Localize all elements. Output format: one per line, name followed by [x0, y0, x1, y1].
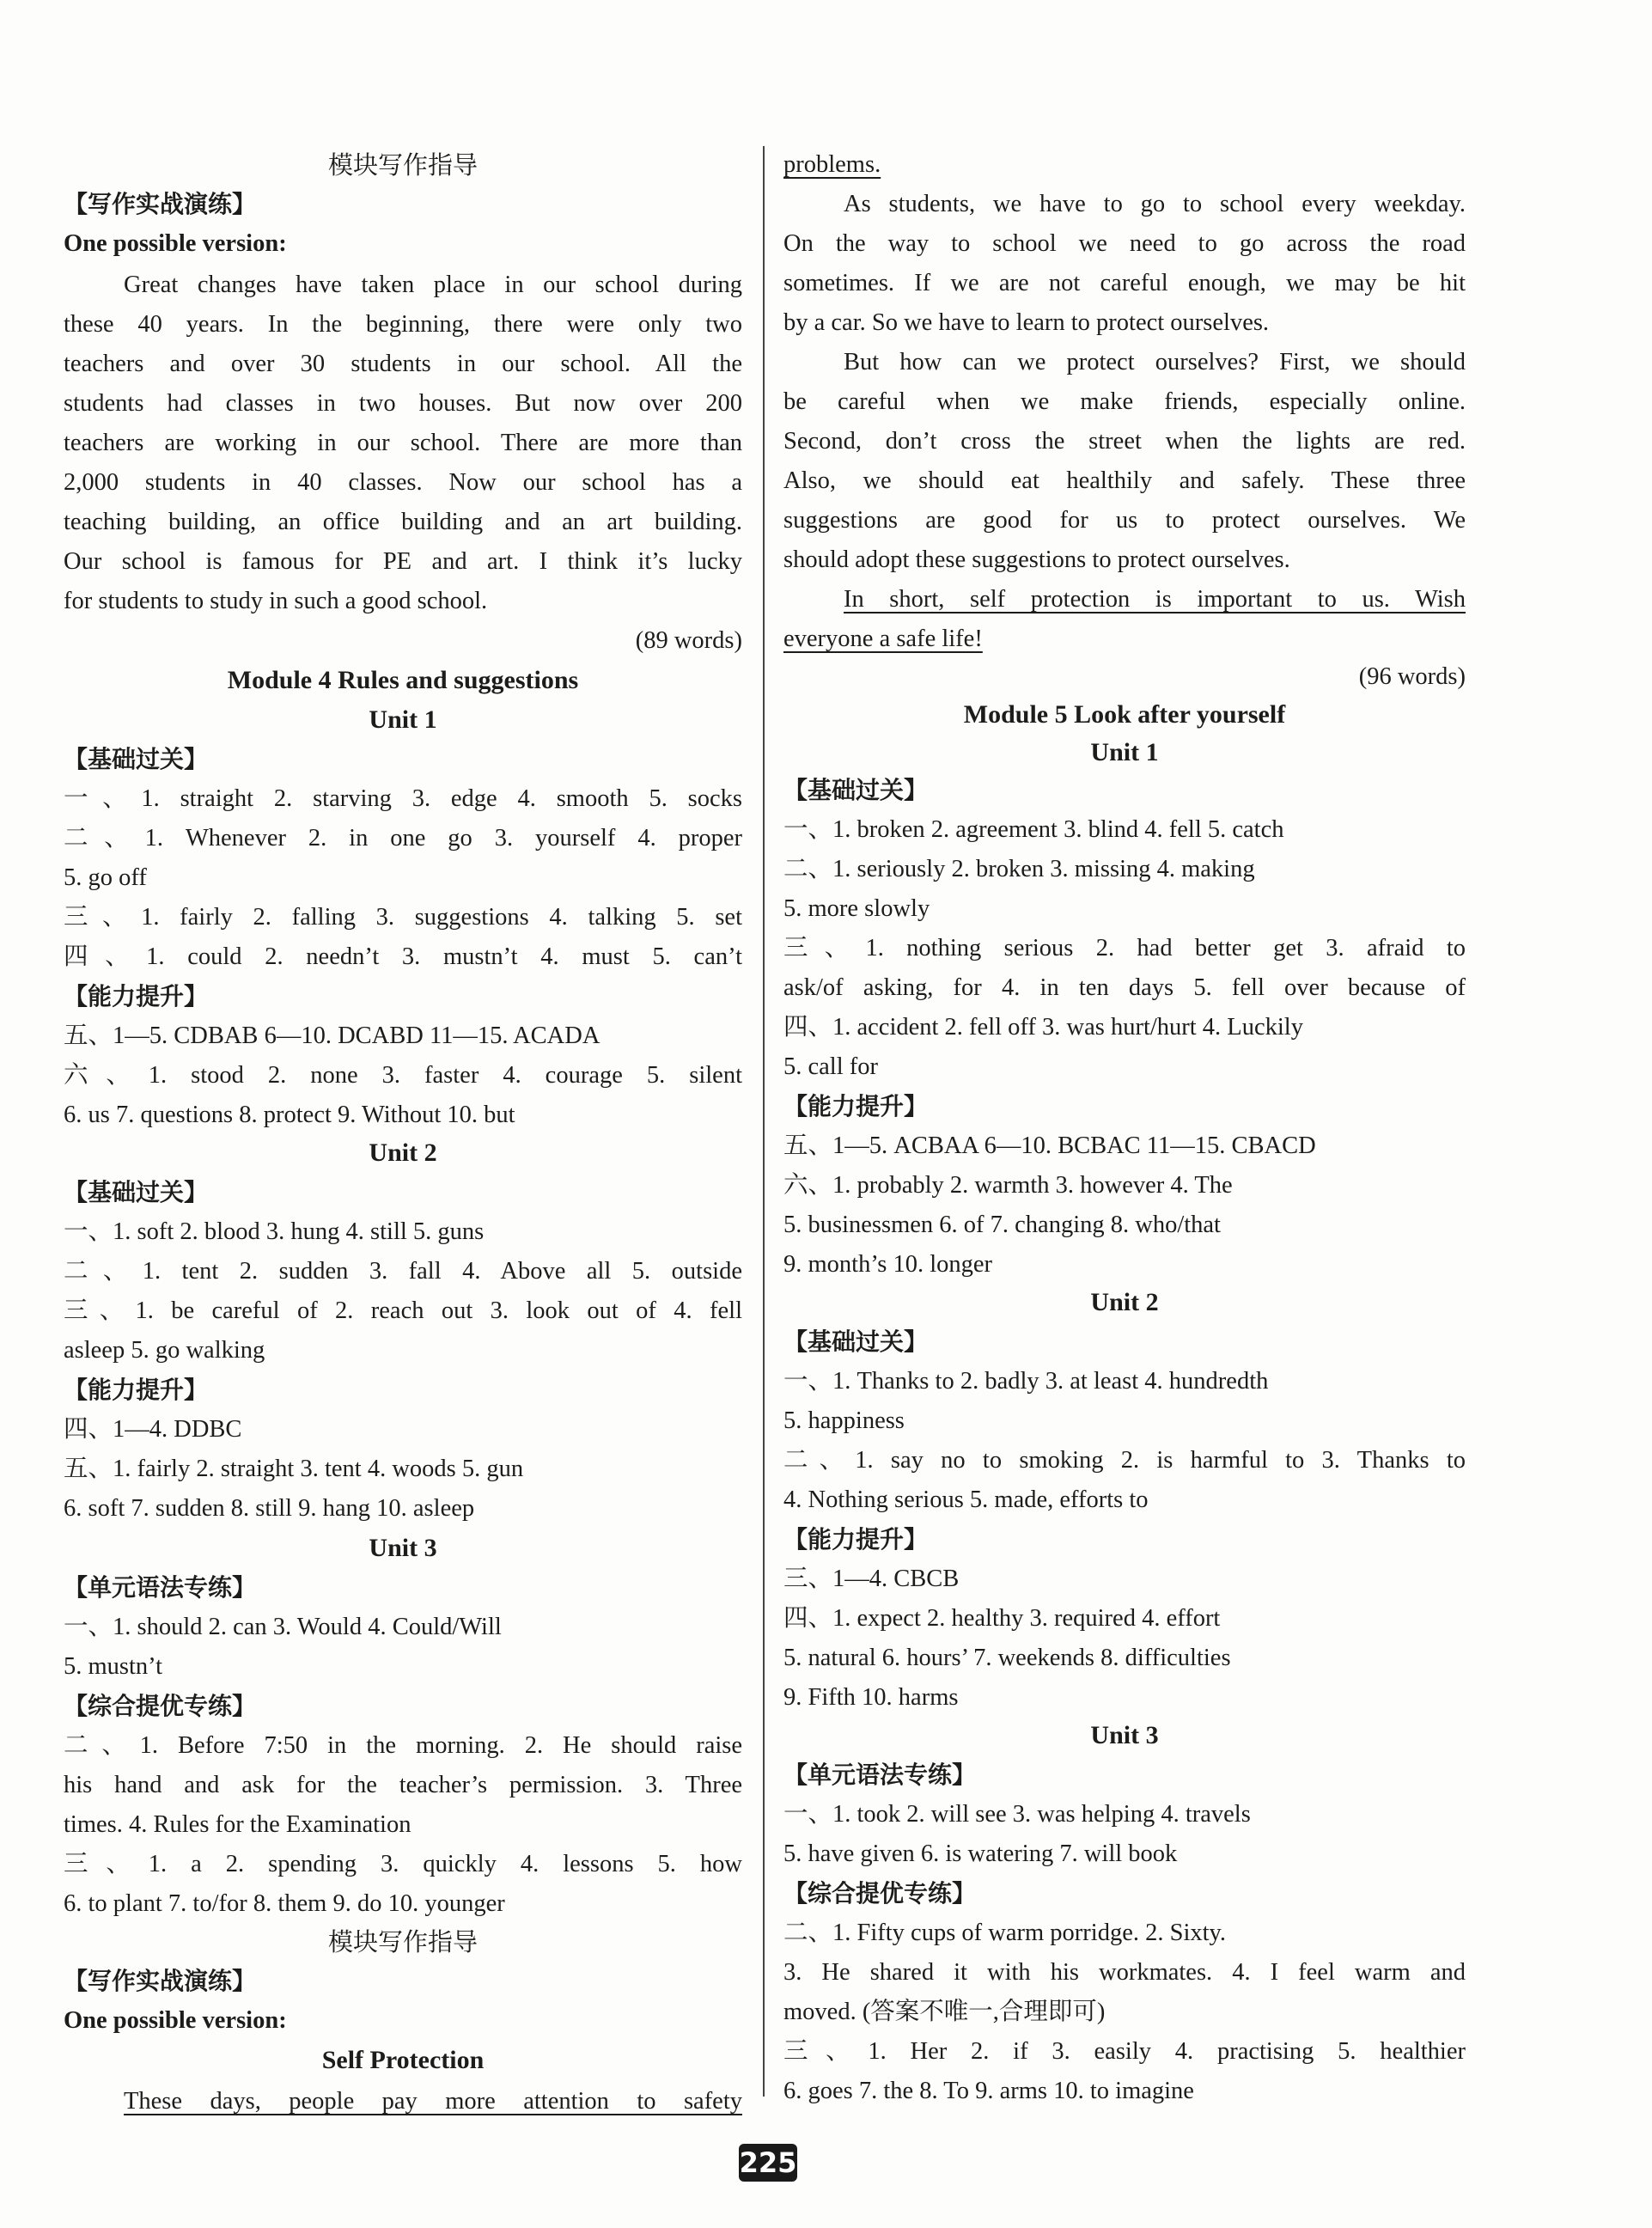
text-line: 一、1. Thanks to 2. badly 3. at least 4. hundredth [783, 1368, 1269, 1395]
text-line: 二、1. say no to smoking 2. is harmful to 3. Thanks to [783, 1447, 1466, 1474]
text-line: 5. more slowly [783, 895, 930, 922]
text-line: 五、1—5. CDBAB 6—10. DCABD 11—15. ACADA [64, 1022, 600, 1049]
text-line: 一、1. soft 2. blood 3. hung 4. still 5. guns [64, 1218, 485, 1245]
text-line: These days, people pay more attention to safety [124, 2088, 742, 2115]
text-line: 六、1. stood 2. none 3. faster 4. courage 5. silent [64, 1062, 742, 1089]
text-line: 四、1. accident 2. fell off 3. was hurt/hurt 4. Luckily [783, 1014, 1303, 1041]
section-heading: 【写作实战演练】 [64, 190, 257, 218]
text-line: 一、1. took 2. will see 3. was helping 4. travels [783, 1801, 1251, 1828]
text-line: 5. go off [64, 864, 147, 891]
text-line: 一、1. straight 2. starving 3. edge 4. smooth 5. socks [64, 785, 742, 812]
module-heading: Unit 2 [1090, 1288, 1159, 1316]
text-line: problems. [783, 151, 881, 178]
text-line: students had classes in two houses. But now over 200 [64, 390, 742, 417]
section-heading: 【能力提升】 [783, 1092, 929, 1120]
module-heading: Module 5 Look after yourself [963, 700, 1286, 729]
text-line: 五、1—5. ACBAA 6—10. BCBAC 11—15. CBACD [783, 1132, 1316, 1159]
section-heading: 【单元语法专练】 [64, 1573, 257, 1602]
text-line: 二、1. Before 7:50 in the morning. 2. He should raise [64, 1732, 742, 1759]
text-line: for students to study in such a good school. [64, 588, 488, 614]
text-line: One possible version: [64, 2007, 287, 2034]
text-line: times. 4. Rules for the Examination [64, 1811, 411, 1838]
text-line: 四、1—4. DDBC [64, 1416, 242, 1443]
module-heading: Unit 2 [369, 1138, 437, 1167]
text-line: (96 words) [1358, 663, 1466, 690]
text-line: 2,000 students in 40 classes. Now our school has a [64, 469, 742, 496]
section-heading: 【综合提优专练】 [783, 1879, 977, 1908]
module-heading: Unit 1 [1090, 738, 1159, 766]
text-line: suggestions are good for us to protect ourselves. We [783, 507, 1466, 534]
text-line: be careful when we make friends, especially online. [783, 388, 1466, 415]
section-heading: 【能力提升】 [783, 1525, 929, 1553]
text-line: Also, we should eat healthily and safely. These three [783, 467, 1466, 494]
text-line: should adopt these suggestions to protect ourselves. [783, 546, 1290, 573]
section-heading: 【基础过关】 [783, 1328, 929, 1356]
text-line: One possible version: [64, 230, 287, 257]
text-line: teaching building, an office building and an art building. [64, 509, 742, 535]
text-line: 9. Fifth 10. harms [783, 1684, 959, 1711]
section-heading: 【综合提优专练】 [64, 1692, 257, 1720]
text-line: 六、1. probably 2. warmth 3. however 4. The [783, 1172, 1233, 1199]
column-divider [763, 146, 765, 2097]
text-line: 一、1. broken 2. agreement 3. blind 4. fell 5. catch [783, 816, 1284, 843]
text-line: 5. mustn’t [64, 1653, 163, 1680]
section-heading: 【写作实战演练】 [64, 1967, 257, 1995]
section-heading: 【单元语法专练】 [783, 1761, 977, 1789]
text-line: 四、1. could 2. needn’t 3. mustn’t 4. must 5. can’t [64, 943, 742, 970]
text-line: 二、1. tent 2. sudden 3. fall 4. Above all 5. outside [64, 1258, 742, 1285]
text-line: his hand and ask for the teacher’s permission. 3. Three [64, 1772, 742, 1798]
text-line: 三、1. Her 2. if 3. easily 4. practising 5. healthier [783, 2038, 1466, 2065]
text-line: 三、1. fairly 2. falling 3. suggestions 4. talking 5. set [64, 904, 742, 931]
text-line: Great changes have taken place in our school during [124, 272, 742, 298]
module-heading: Unit 3 [369, 1534, 437, 1562]
text-line: asleep 5. go walking [64, 1337, 265, 1364]
text-line: Our school is famous for PE and art. I think it’s lucky [64, 548, 742, 575]
text-line: by a car. So we have to learn to protect ourselves. [783, 309, 1270, 336]
text-line: 三、1—4. CBCB [783, 1566, 960, 1592]
text-line: 5. call for [783, 1053, 878, 1080]
text-line: 5. businessmen 6. of 7. changing 8. who/that [783, 1212, 1221, 1238]
text-line: Second, don’t cross the street when the lights are red. [783, 428, 1466, 455]
text-line: 6. to plant 7. to/for 8. them 9. do 10. younger [64, 1890, 505, 1917]
text-line: 二、1. Fifty cups of warm porridge. 2. Sixty. [783, 1920, 1227, 1946]
text-line: 二、1. seriously 2. broken 3. missing 4. making [783, 856, 1255, 882]
text-line: On the way to school we need to go across the road [783, 230, 1466, 257]
module-heading: Unit 1 [369, 705, 437, 734]
text-line: 5. happiness [783, 1407, 905, 1434]
text-line: everyone a safe life! [783, 626, 983, 652]
module-heading: Module 4 Rules and suggestions [227, 666, 579, 694]
text-line: 三、1. nothing serious 2. had better get 3. afraid to [783, 935, 1466, 961]
module-heading: Unit 3 [1090, 1721, 1159, 1749]
text-line: ask/of asking, for 4. in ten days 5. fell over because of [783, 974, 1466, 1001]
text-line: teachers are working in our school. There are more than [64, 430, 742, 456]
text-line: 3. He shared it with his workmates. 4. I feel warm and [783, 1959, 1466, 1986]
section-heading: 【能力提升】 [64, 1376, 209, 1404]
text-line: 9. month’s 10. longer [783, 1251, 993, 1278]
writing-guide-heading: 模块写作指导 [327, 1927, 478, 1956]
text-line: (89 words) [635, 627, 742, 654]
module-heading: Self Protection [321, 2046, 485, 2074]
section-heading: 【能力提升】 [64, 982, 209, 1010]
text-line: But how can we protect ourselves? First, we should [844, 349, 1466, 375]
text-line: 6. goes 7. the 8. To 9. arms 10. to imagine [783, 2078, 1194, 2104]
text-line: 5. have given 6. is watering 7. will book [783, 1840, 1178, 1867]
text-line: 6. soft 7. sudden 8. still 9. hang 10. asleep [64, 1495, 475, 1522]
text-line: 四、1. expect 2. healthy 3. required 4. effort [783, 1605, 1221, 1632]
text-line: In short, self protection is important to us. Wish [844, 586, 1466, 613]
text-line: 5. natural 6. hours’ 7. weekends 8. difficulties [783, 1645, 1231, 1671]
section-heading: 【基础过关】 [783, 776, 929, 804]
section-heading: 【基础过关】 [64, 745, 209, 773]
writing-guide-heading: 模块写作指导 [327, 150, 478, 180]
text-line: 三、1. a 2. spending 3. quickly 4. lessons 5. how [64, 1851, 742, 1877]
text-line: 一、1. should 2. can 3. Would 4. Could/Will [64, 1614, 502, 1640]
text-line: As students, we have to go to school every weekday. [844, 191, 1466, 217]
text-line: sometimes. If we are not careful enough, we may be hit [783, 270, 1466, 296]
text-line: these 40 years. In the beginning, there were only two [64, 311, 742, 338]
text-line: moved. (答案不唯一,合理即可) [783, 1999, 1106, 2025]
text-line: 五、1. fairly 2. straight 3. tent 4. woods 5. gun [64, 1456, 524, 1482]
text-line: teachers and over 30 students in our school. All the [64, 351, 742, 377]
text-line: 三、1. be careful of 2. reach out 3. look out of 4. fell [64, 1297, 742, 1324]
section-heading: 【基础过关】 [64, 1178, 209, 1206]
text-line: 4. Nothing serious 5. made, efforts to [783, 1486, 1149, 1513]
text-line: 6. us 7. questions 8. protect 9. Without 10. but [64, 1102, 515, 1128]
text-line: 二、1. Whenever 2. in one go 3. yourself 4. proper [64, 825, 742, 852]
page-number: 225 [739, 2144, 797, 2182]
